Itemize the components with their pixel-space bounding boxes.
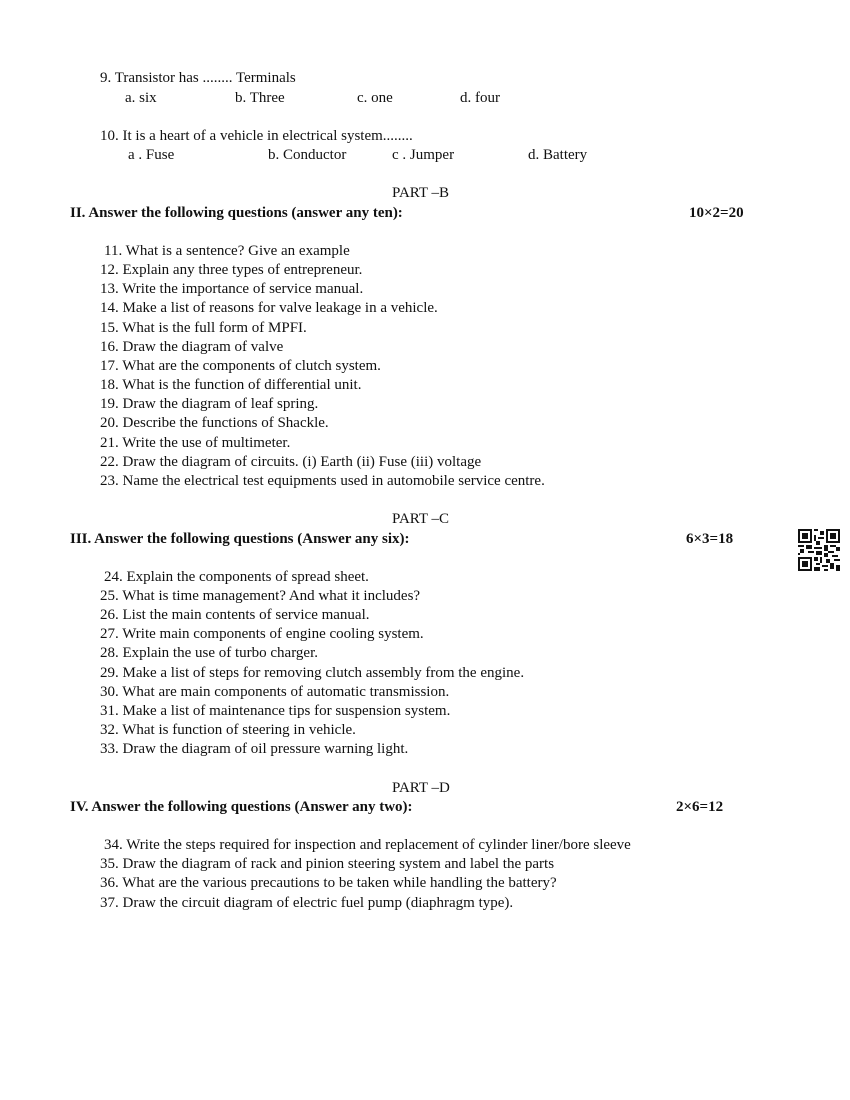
section-marks: 2×6=12: [676, 799, 724, 815]
section-instruction: II. Answer the following questions (answer any ten):: [70, 205, 403, 221]
mcq-option: d. Battery: [528, 147, 588, 163]
question-item: 30. What are main components of automatic transmission.: [100, 684, 450, 700]
part-title: PART –C: [392, 511, 450, 527]
question-item: 34. Write the steps required for inspection and replacement of cylinder liner/bore sleeve: [104, 837, 631, 853]
mcq-option: c . Jumper: [392, 147, 455, 163]
question-item: 12. Explain any three types of entrepreneur.: [100, 262, 363, 278]
section-instruction: III. Answer the following questions (Answer any six):: [70, 531, 410, 547]
question-item: 11. What is a sentence? Give an example: [104, 243, 350, 259]
mcq-question: 9. Transistor has ........ Terminals: [100, 70, 296, 86]
question-item: 20. Describe the functions of Shackle.: [100, 415, 329, 431]
question-item: 28. Explain the use of turbo charger.: [100, 645, 318, 661]
mcq-option: d. four: [460, 90, 500, 106]
section-marks: 10×2=20: [689, 205, 744, 221]
question-item: 37. Draw the circuit diagram of electric fuel pump (diaphragm type).: [100, 895, 514, 911]
question-item: 14. Make a list of reasons for valve leakage in a vehicle.: [100, 300, 438, 316]
mcq-option: b. Conductor: [268, 147, 347, 163]
question-item: 29. Make a list of steps for removing clutch assembly from the engine.: [100, 665, 525, 681]
question-item: 26. List the main contents of service manual.: [100, 607, 370, 623]
part-title: PART –B: [392, 185, 450, 201]
question-item: 23. Name the electrical test equipments used in automobile service centre.: [100, 473, 545, 489]
question-item: 31. Make a list of maintenance tips for suspension system.: [100, 703, 451, 719]
question-item: 32. What is function of steering in vehicle.: [100, 722, 356, 738]
question-item: 36. What are the various precautions to be taken while handling the battery?: [100, 875, 557, 891]
mcq-option: c. one: [357, 90, 393, 106]
question-item: 21. Write the use of multimeter.: [100, 435, 291, 451]
question-item: 24. Explain the components of spread sheet.: [104, 569, 369, 585]
part-title: PART –D: [392, 780, 450, 796]
mcq-question: 10. It is a heart of a vehicle in electrical system........: [100, 128, 413, 144]
question-item: 18. What is the function of differential unit.: [100, 377, 362, 393]
mcq-option: a. six: [125, 90, 157, 106]
qr-code-icon: [798, 529, 840, 571]
mcq-option: a . Fuse: [128, 147, 175, 163]
question-item: 22. Draw the diagram of circuits. (i) Earth (ii) Fuse (iii) voltage: [100, 454, 482, 470]
question-item: 13. Write the importance of service manual.: [100, 281, 364, 297]
question-item: 25. What is time management? And what it includes?: [100, 588, 421, 604]
question-item: 33. Draw the diagram of oil pressure warning light.: [100, 741, 409, 757]
section-marks: 6×3=18: [686, 531, 734, 547]
question-item: 16. Draw the diagram of valve: [100, 339, 284, 355]
question-item: 15. What is the full form of MPFI.: [100, 320, 307, 336]
question-item: 35. Draw the diagram of rack and pinion steering system and label the parts: [100, 856, 555, 872]
mcq-option: b. Three: [235, 90, 285, 106]
section-instruction: IV. Answer the following questions (Answer any two):: [70, 799, 413, 815]
question-item: 17. What are the components of clutch system.: [100, 358, 381, 374]
question-item: 27. Write main components of engine cooling system.: [100, 626, 424, 642]
question-item: 19. Draw the diagram of leaf spring.: [100, 396, 319, 412]
